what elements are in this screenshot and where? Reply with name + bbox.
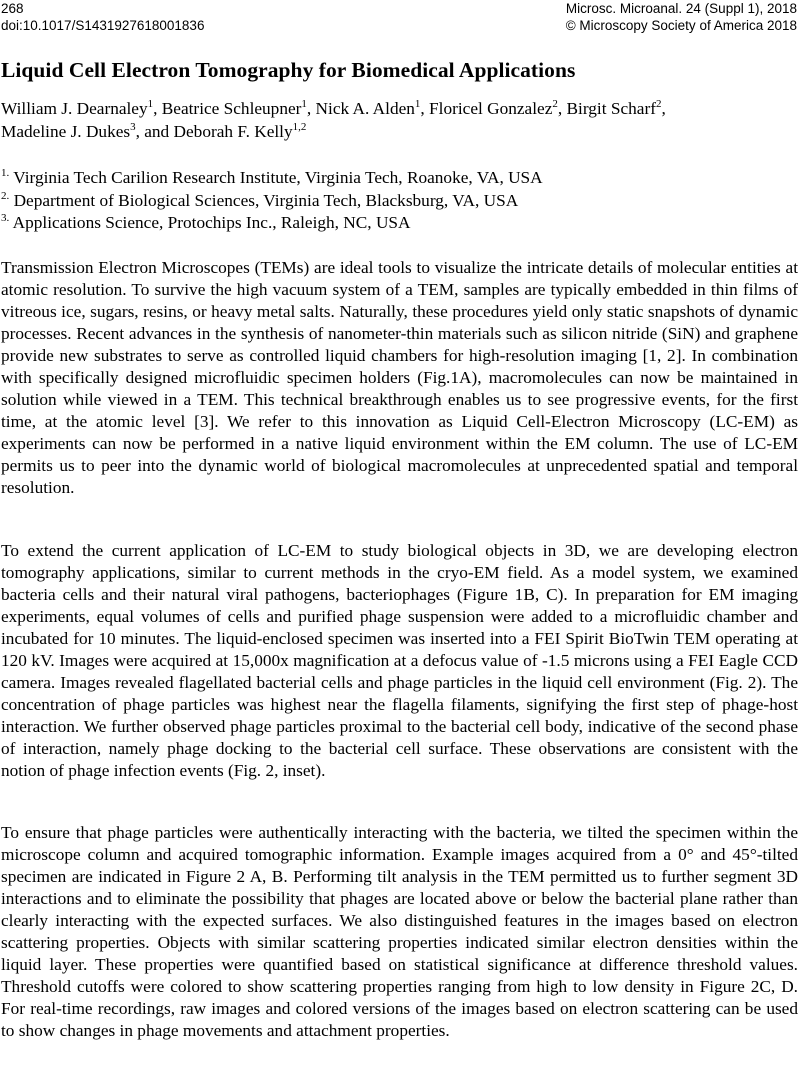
author: Nick A. Alden$^1$, (315, 98, 430, 118)
author-list (1, 97, 796, 143)
body-paragraph-3: To ensure that phage particles were authentically interacting with the bacteria, we tilted the specimen within the microscope column and acquired tomographic information. Example images acquired from a 0° and 45°-tilted specimen are indicated in Figure 2 A, B. Performing tilt analysis in the TEM permitted us to further segment 3D interactions and to eliminate the possibility that phages are located above or below the bacterial plane rather than clearly interacting with the expected surfaces. We also distinguished features in the images based on electron scattering properties. Objects with similar scattering properties indicated similar electron densities within the liquid layer. These properties were quantified based on statistical significance at difference threshold values. Threshold cutoffs were colored to show scattering properties ranging from high to low density in Figure 2C, D. For real-time recordings, raw images and colored versions of the images based on electron scattering can be used to show changes in phage movements and attachment properties. (1, 823, 798, 1040)
author: Deborah F. Kelly$^{1,2}$ (173, 121, 307, 141)
affiliation: $^{3.}$ Applications Science, Protochips Inc., Raleigh, NC, USA (1, 212, 411, 232)
author: Floricel Gonzalez$^2$, (429, 98, 567, 118)
journal-citation: Microsc. Microanal. 24 (Suppl 1), 2018 (565, 1, 797, 16)
body-paragraph-1: Transmission Electron Microscopes (TEMs) are ideal tools to visualize the intricate details of molecular entities at atomic resolution. To survive the high vacuum system of a TEM, samples are typically embedded in thin films of vitreous ice, sugars, resins, or heavy metal salts. Naturally, these procedures yield only static snapshots of dynamic processes. Recent advances in the synthesis of nanometer-thin materials such as silicon nitride (SiN) and graphene provide new substrates to serve as controlled liquid chambers for high-resolution imaging [1, 2]. In combination with specifically designed microfluidic specimen holders (Fig.1A), macromolecules can now be maintained in solution while viewed in a TEM. This technical breakthrough enables us to see progressive events, for the first time, at the atomic level [3]. We refer to this innovation as Liquid Cell-Electron Microscopy (LC-EM) as experiments can now be performed in a native liquid environment within the EM column. The use of LC-EM permits us to peer into the dynamic world of biological macromolecules at unprecedented spatial and temporal resolution. (1, 258, 798, 497)
author: Beatrice Schleupner$^1$, (161, 98, 316, 118)
affiliation: $^{2.}$ Department of Biological Sciences, Virginia Tech, Blacksburg, VA, USA (1, 190, 519, 210)
page-number: 268 (1, 1, 24, 16)
copyright: © Microscopy Society of America 2018 (565, 18, 797, 33)
author: Birgit Scharf$^2$, (566, 98, 666, 118)
page-header-left (1, 0, 204, 34)
page-header-right (566, 0, 797, 34)
body-paragraph-2: To extend the current application of LC-EM to study biological objects in 3D, we are developing electron tomography applications, similar to current methods in the cryo-EM field. As a model system, we examined bacteria cells and their natural viral pathogens, bacteriophages (Figure 1B, C). In preparation for EM imaging experiments, equal volumes of cells and purified phage suspension were added to a microfluidic chamber and incubated for 10 minutes. The liquid-enclosed specimen was inserted into a FEI Spirit BioTwin TEM operating at 120 kV. Images were acquired at 15,000x magnification at a defocus value of -1.5 microns using a FEI Eagle CCD camera. Images revealed flagellated bacterial cells and phage particles in the liquid cell environment (Fig. 2). The concentration of phage particles was highest near the flagella filaments, signifying the first step of phage-host interaction. We further observed phage particles proximal to the bacterial cell body, indicative of the second phase of interaction, namely phage docking to the bacterial cell surface. These observations are consistent with the notion of phage infection events (Fig. 2, inset). (1, 541, 798, 780)
author: William J. Dearnaley$^1$, (1, 98, 162, 118)
paper-title: Liquid Cell Electron Tomography for Biomedical Applications (1, 58, 576, 82)
doi: doi:10.1017/S1431927618001836 (1, 18, 205, 33)
affiliation: $^{1.}$ Virginia Tech Carilion Research Institute, Virginia Tech, Roanoke, VA, USA (1, 167, 543, 187)
author: Madeline J. Dukes$^3$, and (1, 121, 174, 141)
